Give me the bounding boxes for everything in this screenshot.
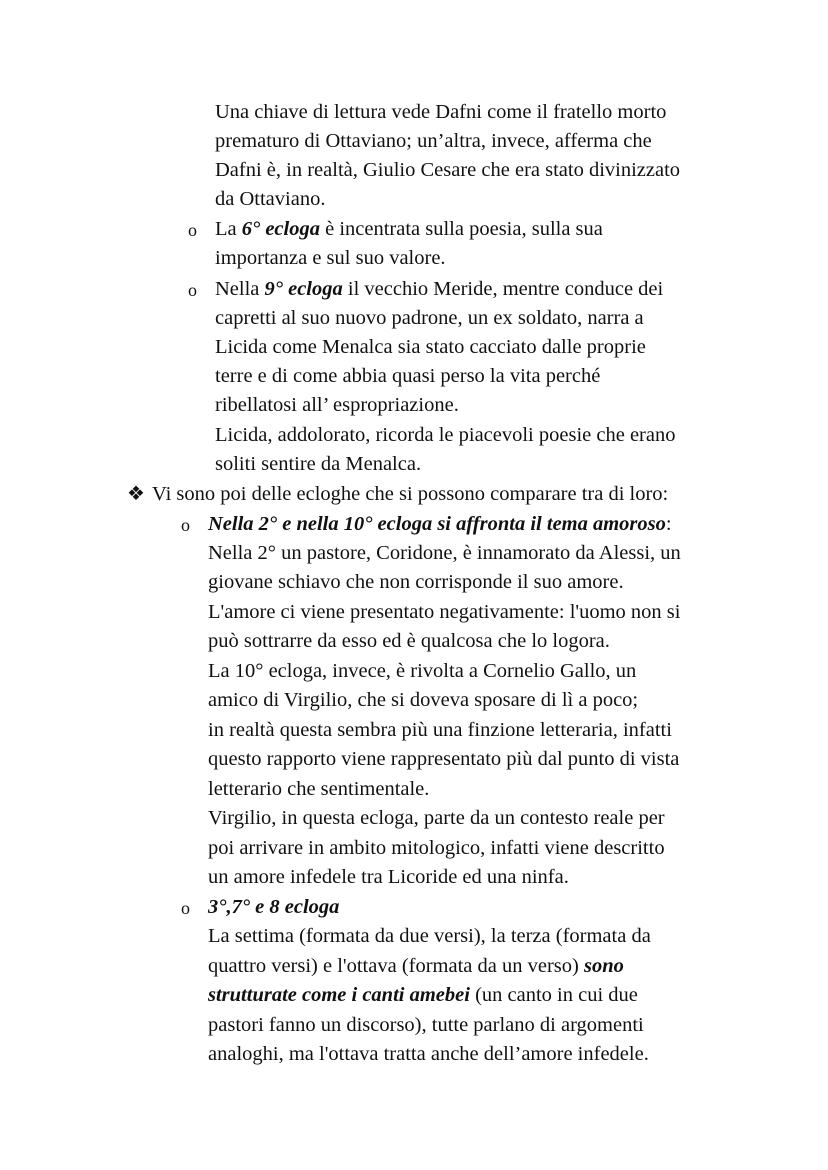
text-line: L'amore ci viene presentato negativamente: l'uomo non si (208, 601, 681, 623)
text-line: analoghi, ma l'ottava tratta anche dell’amore infedele. (208, 1043, 649, 1065)
list-item-ecloga-3-7-8: 3°,7° e 8 ecloga (208, 896, 340, 918)
text-line: letterario che sentimentale. (208, 778, 430, 800)
text: quattro versi) e l'ottava (formata da un verso) (208, 955, 584, 977)
text-line: in realtà questa sembra più una finzione letteraria, infatti (208, 719, 672, 741)
text-line: soliti sentire da Menalca. (215, 453, 422, 475)
text-line: Licida, addolorato, ricorda le piacevoli poesie che erano (215, 424, 676, 446)
emphasis: sono (583, 955, 624, 977)
text: : (665, 513, 672, 535)
text-line: un amore infedele tra Licoride ed una ninfa. (208, 866, 569, 888)
text-line: Licida come Menalca sia stato cacciato dalle proprie (215, 336, 646, 358)
text-line: La settima (formata da due versi), la terza (formata da (208, 925, 651, 947)
list-item-ecloga-9 (215, 275, 663, 305)
text-line (208, 952, 624, 982)
circle-bullet-icon: o (181, 515, 190, 535)
text-line: Una chiave di lettura vede Dafni come il fratello morto (215, 101, 667, 123)
emphasis: 6° ecloga (241, 218, 320, 240)
emphasis: strutturate come i canti amebei (208, 984, 470, 1006)
text-line: da Ottaviano. (215, 188, 326, 210)
text-line: terre e di come abbia quasi perso la vita perché (215, 365, 601, 387)
text-line: amico di Virgilio, che si doveva sposare di lì a poco; (208, 689, 639, 711)
circle-bullet-icon: o (181, 898, 190, 918)
text-line: importanza e sul suo valore. (215, 247, 446, 269)
diamond-bullet-icon: ❖ (127, 483, 145, 505)
emphasis: Nella 2° e nella 10° ecloga si affronta il tema amoroso (208, 513, 666, 535)
text: il vecchio Meride, mentre conduce dei (342, 278, 664, 300)
text-line: questo rapporto viene rappresentato più dal punto di vista (208, 748, 680, 770)
text: Nella (215, 278, 265, 300)
text-line: giovane schiavo che non corrisponde il suo amore. (208, 571, 624, 593)
text-line (208, 981, 638, 1011)
text-line: capretti al suo nuovo padrone, un ex soldato, narra a (215, 307, 644, 329)
text-line: Virgilio, in questa ecloga, parte da un contesto reale per (208, 807, 665, 829)
text: è incentrata sulla poesia, sulla sua (319, 218, 603, 240)
text-line: Nella 2° un pastore, Coridone, è innamorato da Alessi, un (208, 542, 681, 564)
text-line: prematuro di Ottaviano; un’altra, invece, afferma che (215, 130, 652, 152)
text-line: pastori fanno un discorso), tutte parlano di argomenti (208, 1014, 644, 1036)
text-line: poi arrivare in ambito mitologico, infatti viene descritto (208, 837, 665, 859)
section-heading: Vi sono poi delle ecloghe che si possono comparare tra di loro: (152, 483, 669, 505)
text-line: Dafni è, in realtà, Giulio Cesare che era stato divinizzato (215, 159, 681, 181)
text: La (215, 218, 242, 240)
list-item-ecloga-2-10 (208, 510, 672, 540)
text: (un canto in cui due (469, 984, 638, 1006)
emphasis: 9° ecloga (264, 278, 343, 300)
text-line: può sottrarre da esso ed è qualcosa che lo logora. (208, 630, 610, 652)
text-line: La 10° ecloga, invece, è rivolta a Cornelio Gallo, un (208, 660, 637, 682)
text-line: ribellatosi all’ espropriazione. (215, 394, 459, 416)
list-item-ecloga-6 (215, 215, 603, 245)
circle-bullet-icon: o (188, 220, 197, 240)
circle-bullet-icon: o (188, 280, 197, 300)
